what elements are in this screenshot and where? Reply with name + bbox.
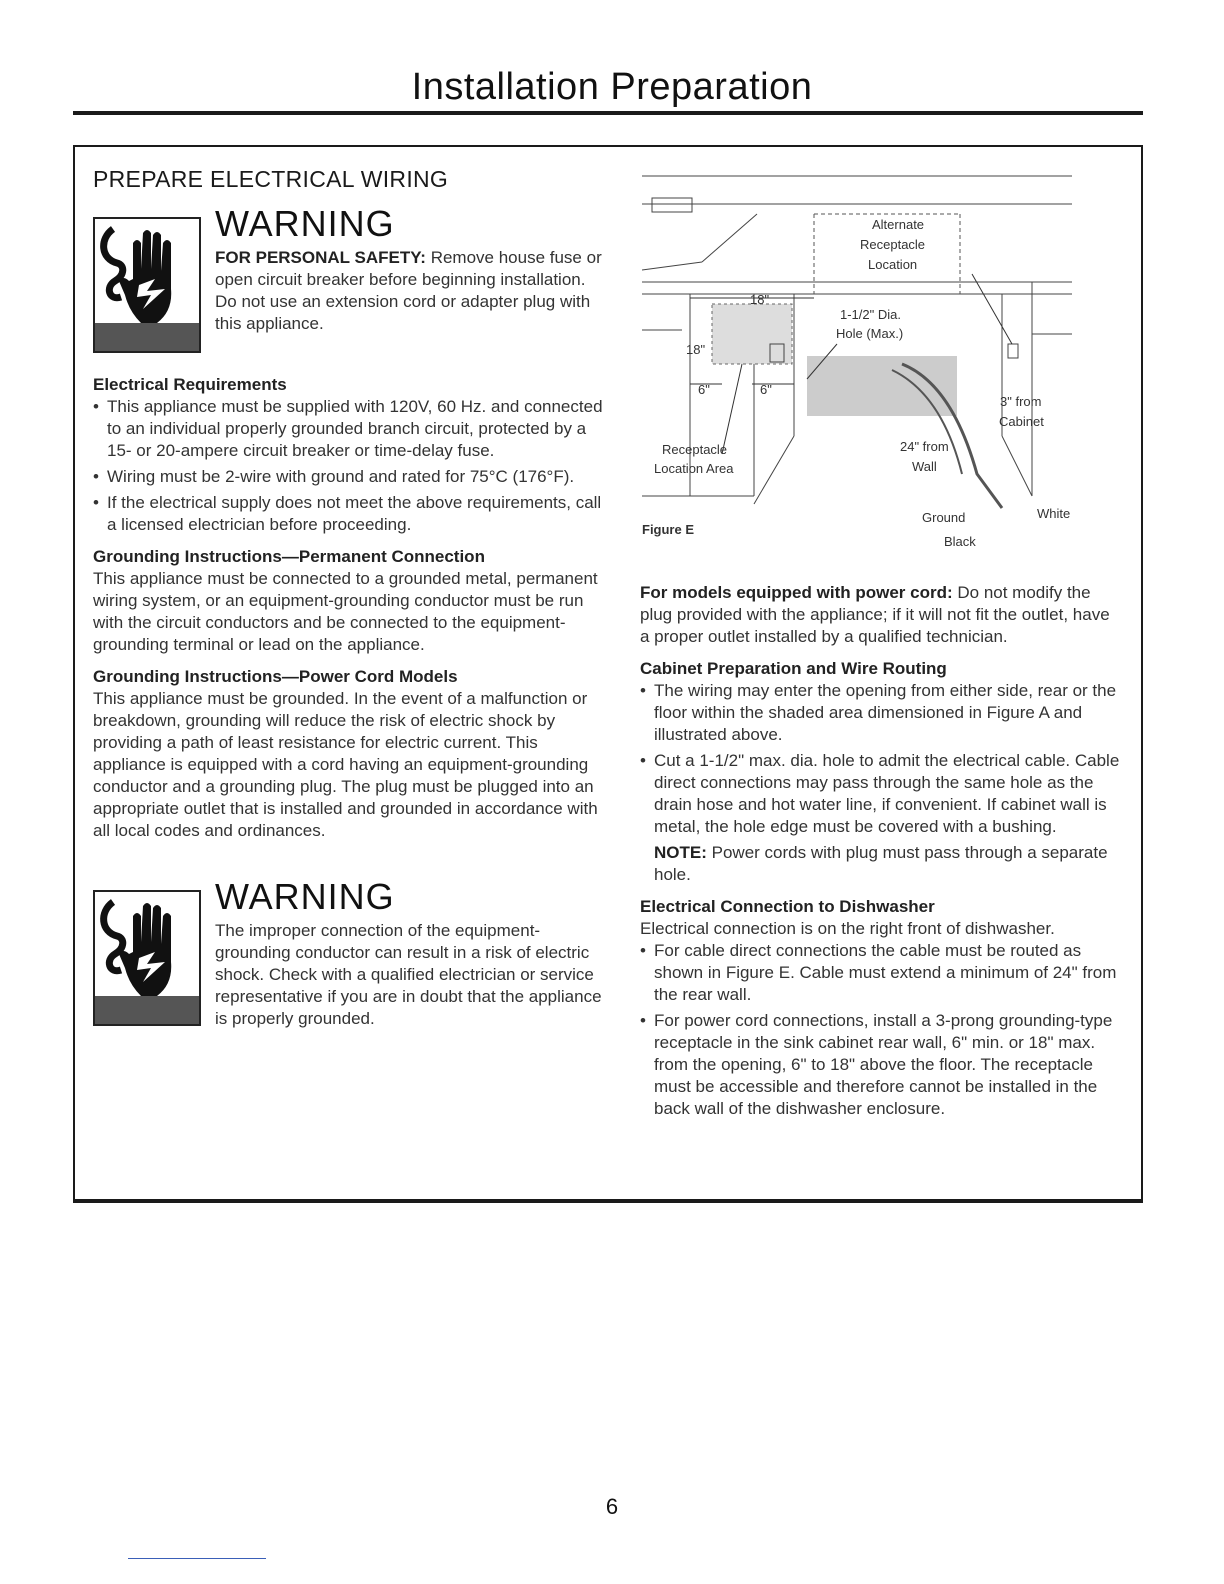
grounding-cord bbox=[93, 666, 603, 842]
cabinet-preparation-heading: Cabinet Preparation and Wire Routing bbox=[640, 659, 947, 678]
warning-2-heading: WARNING bbox=[215, 876, 395, 917]
list-item: • The wiring may enter the opening from either side, rear or the floor within the shaded area dimensioned in Figure A and illustrated above. bbox=[640, 680, 1120, 746]
page-number: 6 bbox=[605, 1494, 619, 1519]
list-item: • Wiring must be 2-wire with ground and rated for 75°C (176°F). bbox=[93, 466, 603, 488]
fig-label-location: Location bbox=[868, 257, 918, 272]
electric-shock-icon bbox=[93, 217, 201, 353]
right-column bbox=[640, 582, 1120, 1130]
footer-line bbox=[128, 1558, 266, 1559]
warning-1-heading: WARNING bbox=[215, 203, 395, 244]
grounding-cord-text: This appliance must be grounded. In the event of a malfunction or breakdown, grounding will reduce the risk of electric shock by providing a path of least resistance for electric current. This appliance is equipped with a cord having an equipment-grounding conductor and a grounding plug. The plug must be plugged into an appropriate outlet that is installed and grounded in accordance with all local codes and ordinances. bbox=[93, 689, 598, 840]
warning-box-1 bbox=[93, 169, 603, 374]
note-lead: NOTE: bbox=[654, 843, 707, 862]
electrical-connection-heading: Electrical Connection to Dishwasher bbox=[640, 897, 935, 916]
power-cord-note bbox=[640, 582, 1120, 648]
fig-label-3-from: 3" from bbox=[1000, 394, 1042, 409]
list-item: • Cut a 1-1/2" max. dia. hole to admit the electrical cable. Cable direct connections may pass through the same hole as the drain hose and hot water line, if convenient. If cabinet wall is metal, the hole edge must be covered with a bushing. bbox=[640, 750, 1120, 838]
fig-label-receptacle: Receptacle bbox=[860, 237, 926, 252]
electrical-connection bbox=[640, 896, 1120, 1120]
fig-label-hole-max: Hole (Max.) bbox=[836, 326, 904, 341]
power-cord-text: Do not modify the plug provided with the appliance; if it will not fit the outlet, have a proper outlet installed by a qualified technician. bbox=[640, 583, 1110, 646]
cabinet-note bbox=[640, 842, 1120, 886]
figure-caption: Figure E bbox=[642, 522, 695, 537]
fig-label-white: White bbox=[1037, 506, 1071, 521]
warning-2-text bbox=[215, 878, 605, 1030]
electrical-requirements bbox=[93, 374, 603, 536]
fig-label-24-from: 24" from bbox=[900, 439, 949, 454]
fig-label-cabinet: Cabinet bbox=[999, 414, 1044, 429]
title-rule bbox=[73, 111, 1143, 115]
figure-e-diagram bbox=[642, 174, 1076, 554]
grounding-permanent bbox=[93, 546, 603, 656]
fig-label-black: Black bbox=[944, 534, 976, 549]
grounding-cord-heading: Grounding Instructions—Power Cord Models bbox=[93, 667, 458, 686]
grounding-permanent-heading: Grounding Instructions—Permanent Connection bbox=[93, 547, 485, 566]
warning-box-2 bbox=[93, 842, 603, 1042]
left-column bbox=[93, 166, 603, 1042]
electric-shock-icon bbox=[93, 890, 201, 1026]
section-title: PREPARE ELECTRICAL WIRING bbox=[93, 166, 449, 192]
fig-label-wall: Wall bbox=[912, 459, 937, 474]
warning-2-body: The improper connection of the equipment-grounding conductor can result in a risk of electric shock. Check with a qualified electrician or service representative if you are in doubt that the appliance is properly grounded. bbox=[215, 921, 602, 1028]
power-cord-lead: For models equipped with power cord: bbox=[640, 583, 953, 602]
warning-1-text bbox=[215, 205, 605, 335]
list-item: • For cable direct connections the cable must be routed as shown in Figure E. Cable must extend a minimum of 24" from the rear wall. bbox=[640, 940, 1120, 1006]
fig-label-alternate: Alternate bbox=[872, 217, 925, 232]
page-title: Installation Preparation bbox=[411, 66, 813, 108]
fig-label-hole-dia: 1-1/2" Dia. bbox=[840, 307, 901, 322]
grounding-permanent-text: This appliance must be connected to a grounded metal, permanent wiring system, or an equipment-grounding conductor must be run with the circuit conductors and be connected to the equipment-grounding terminal or lead on the appliance. bbox=[93, 569, 598, 654]
fig-label-18-top: 18" bbox=[750, 292, 770, 307]
list-item: • If the electrical supply does not meet the above requirements, call a licensed electrician before proceeding. bbox=[93, 492, 603, 536]
list-item: • For power cord connections, install a 3-prong grounding-type receptacle in the sink cabinet rear wall, 6" min. or 18" max. from the opening, 6" to 18" above the floor. The receptacle must be accessible and therefore cannot be installed in the back wall of the dishwasher enclosure. bbox=[640, 1010, 1120, 1120]
fig-label-18-side: 18" bbox=[686, 342, 706, 357]
warning-1-lead: FOR PERSONAL SAFETY: bbox=[215, 248, 426, 267]
fig-label-ground: Ground bbox=[922, 510, 966, 525]
electrical-connection-intro: Electrical connection is on the right front of dishwasher. bbox=[640, 919, 1055, 938]
note-text: Power cords with plug must pass through a separate hole. bbox=[654, 843, 1108, 884]
fig-label-receptacle-area: Receptacle bbox=[662, 442, 728, 457]
cabinet-preparation bbox=[640, 658, 1120, 886]
electrical-requirements-heading: Electrical Requirements bbox=[93, 375, 287, 394]
fig-label-6-right: 6" bbox=[760, 382, 772, 397]
fig-label-location-area: Location Area bbox=[654, 461, 734, 476]
fig-label-6-left: 6" bbox=[698, 382, 710, 397]
list-item: • This appliance must be supplied with 120V, 60 Hz. and connected to an individual properly grounded branch circuit, protected by a 15- or 20-ampere circuit breaker or time-delay fuse. bbox=[93, 396, 603, 462]
warning-1-body: Remove house fuse or open circuit breaker before beginning installation. Do not use an extension cord or adapter plug with this appliance. bbox=[215, 248, 602, 333]
